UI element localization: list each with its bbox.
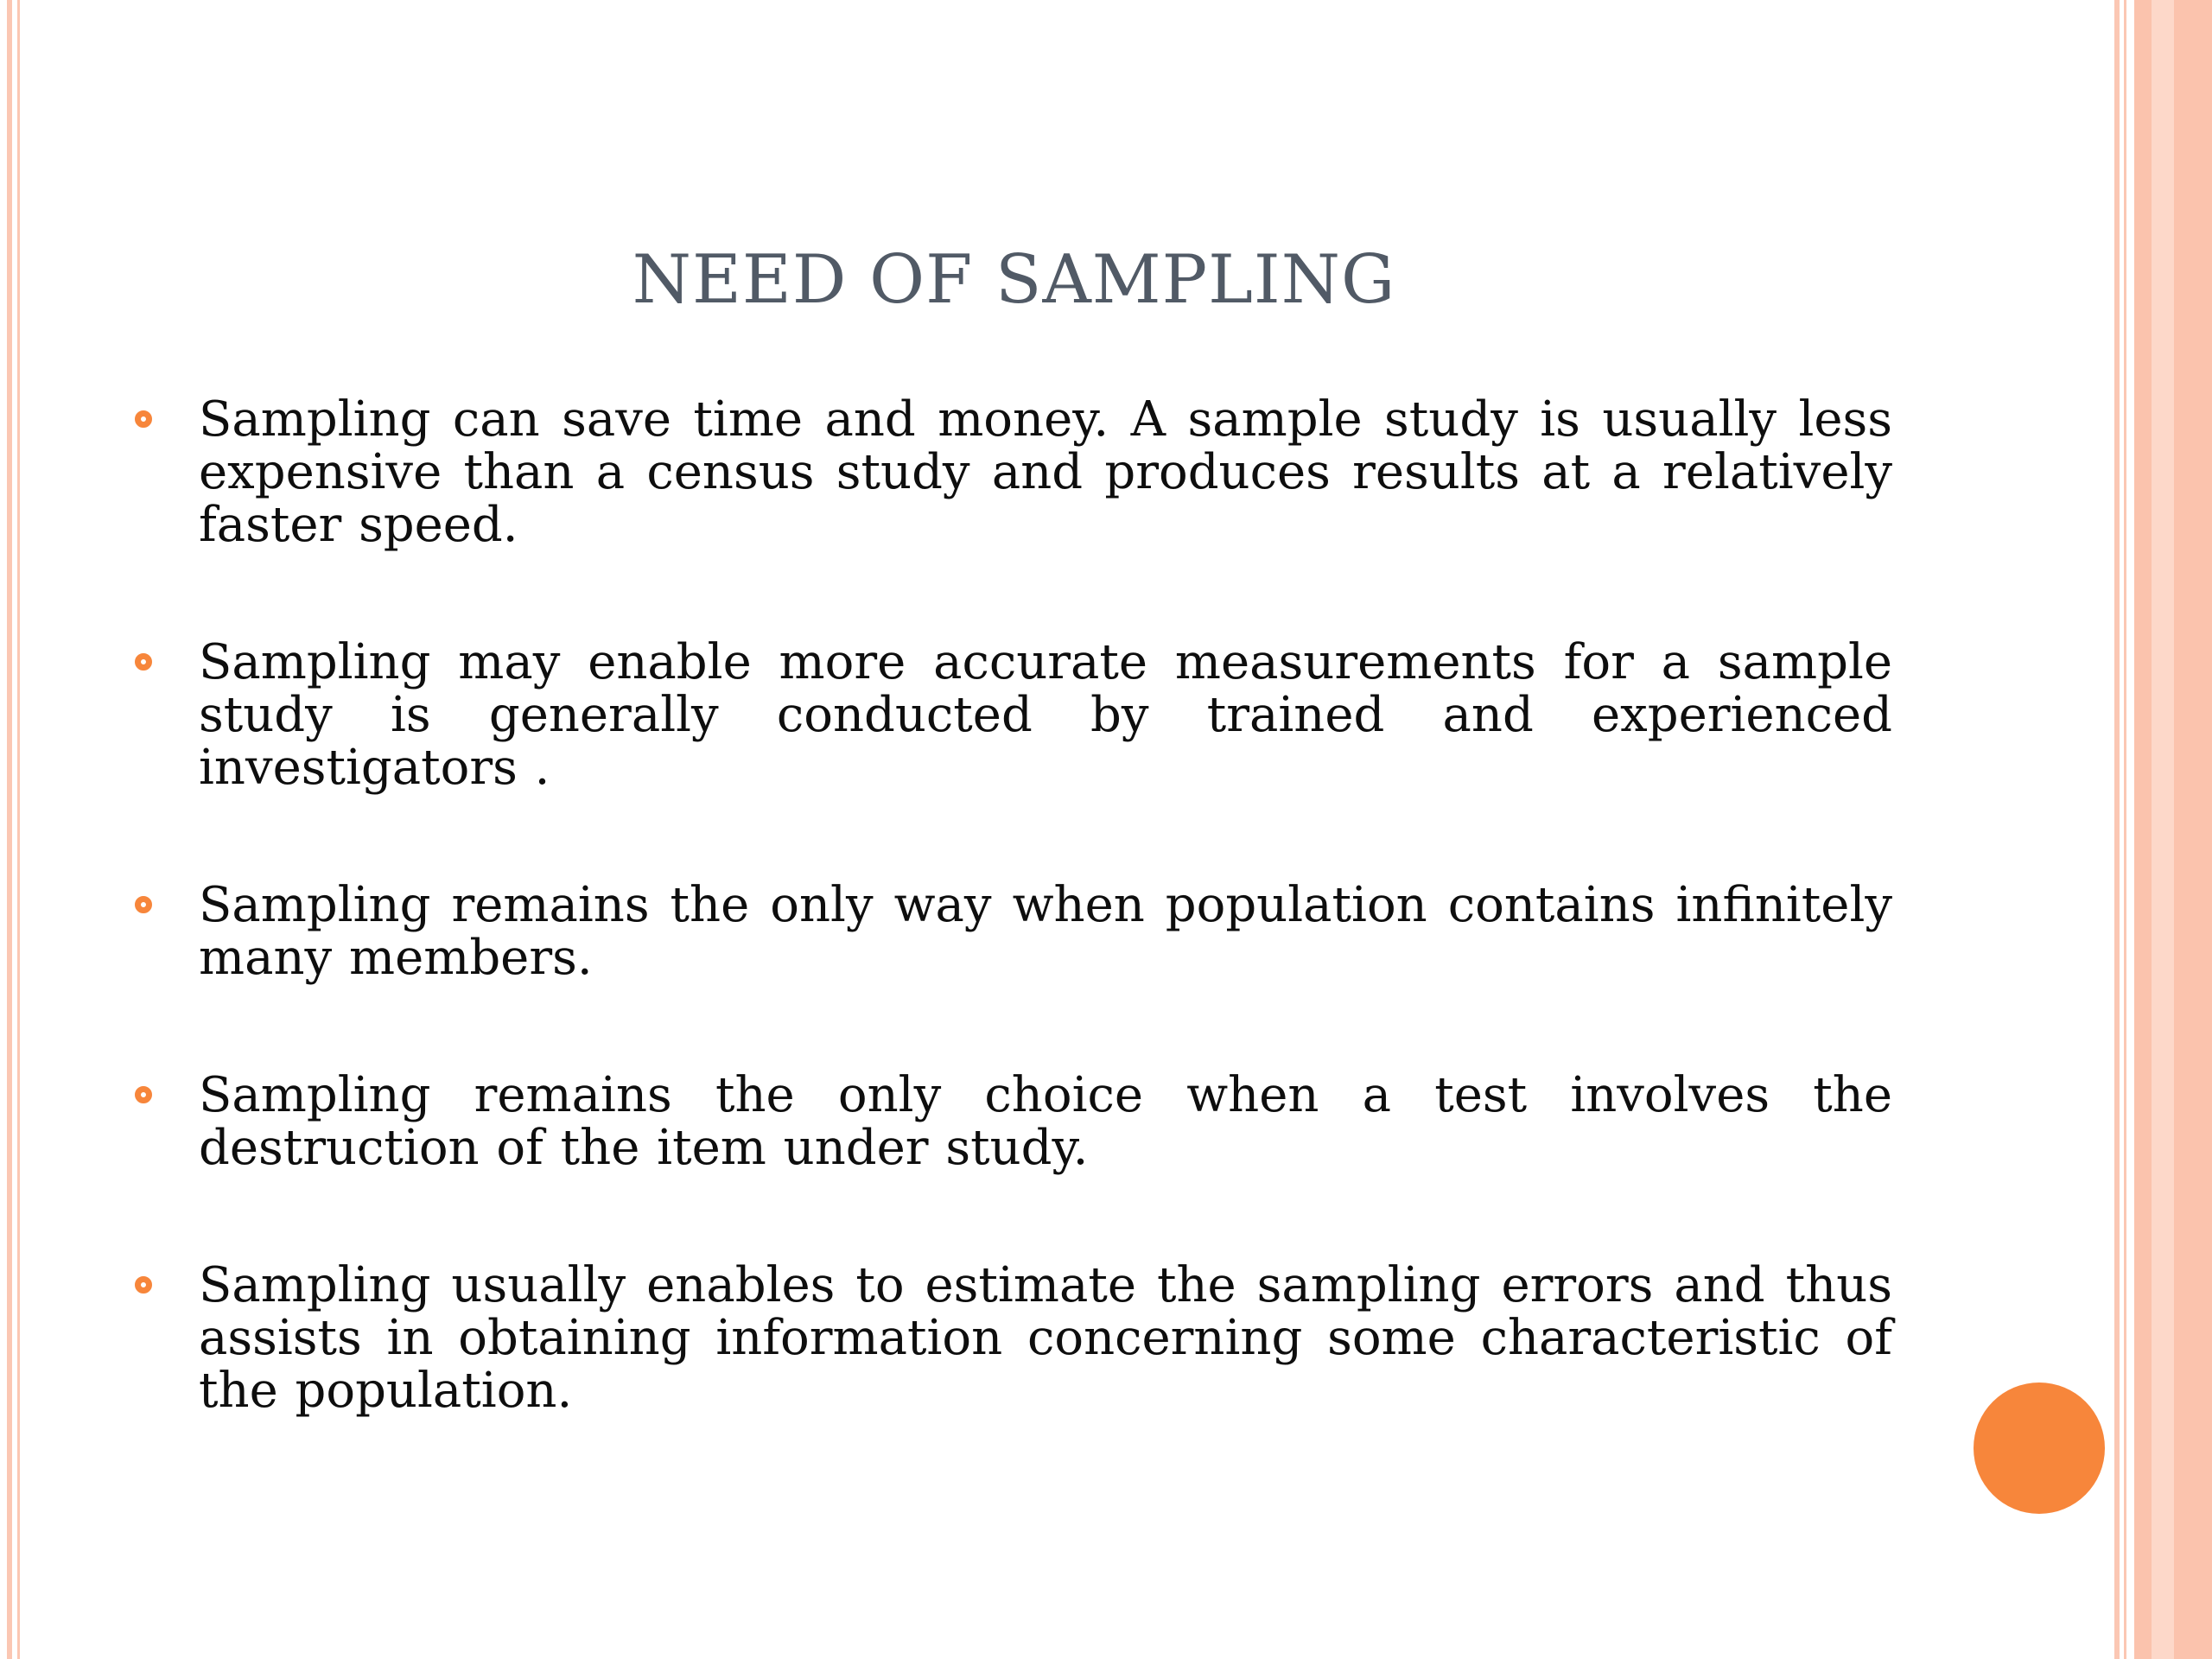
bullet-item — [130, 1069, 1892, 1174]
right-border-band-outer — [2174, 0, 2212, 1659]
bullet-item — [130, 393, 1892, 551]
bullet-text: Sampling remains the only choice when a test involves the destruction of the item under study. — [199, 1067, 1892, 1176]
bullet-text: Sampling can save time and money. A sample study is usually less expensive than a census study and produces results at a relatively faster speed. — [199, 391, 1892, 553]
bullet-text: Sampling remains the only way when population contains infinitely many members. — [199, 877, 1892, 986]
right-border-band — [2134, 0, 2152, 1659]
bullet-ring-icon — [135, 1086, 152, 1103]
decorative-orange-circle — [1974, 1382, 2105, 1514]
bullet-item — [130, 636, 1892, 794]
bullet-item — [130, 1259, 1892, 1417]
bullet-ring-icon — [135, 1276, 152, 1294]
slide-title: NEED OF SAMPLING — [632, 241, 1396, 319]
bullet-text: Sampling usually enables to estimate the sampling errors and thus assists in obtaining information concerning some characteristic of the population. — [199, 1257, 1892, 1419]
bullet-list — [130, 393, 1892, 1502]
right-border-line — [2114, 0, 2120, 1659]
bullet-text: Sampling may enable more accurate measurements for a sample study is generally conducted by trained and experienced investigators . — [199, 634, 1892, 796]
right-border-line-thin — [2124, 0, 2126, 1659]
right-border-band-light — [2152, 0, 2174, 1659]
bullet-ring-icon — [135, 410, 152, 428]
bullet-ring-icon — [135, 896, 152, 913]
bullet-item — [130, 879, 1892, 984]
bullet-ring-icon — [135, 653, 152, 671]
